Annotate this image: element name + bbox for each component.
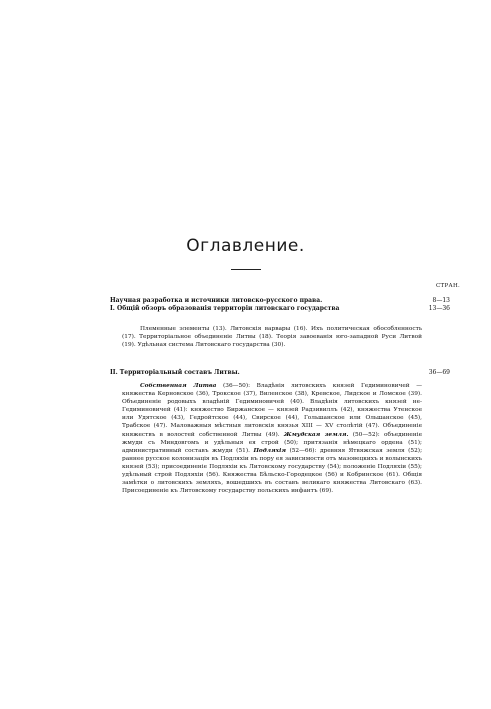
- subparagraph-text: (52—66): древняя Ятвяжская земля (52); раннее русское колонизація въ Подляхіи въ пору ея зависимости отъ мазовецкихъ и волынскихъ князей (53); присоединеніе Подляхіи къ Литовскому государству (54); положеніе Подляхіи (55); удѣльный строй Подляхіи (56). Княжества Бѣльско-Городецкое (56) и Кобринское (61). Общія замѣтки о литовскихъ земляхъ, вошедшихъ въ составъ великаго княжества Литовскаго (63). Присоединеніе къ Литовскому государству польскихъ инфантъ (69).: [122, 447, 423, 495]
- page-column-label: СТРАН.: [436, 283, 461, 289]
- toc-entry-pages: 13—36: [428, 305, 450, 312]
- toc-subparagraph: [122, 382, 422, 495]
- subparagraph-lead: Жмудская земля.: [283, 431, 349, 438]
- subparagraph-text: Племенные элементы (13). Литовскія варвары (16). Ихъ политическая обособленность (17). Территоріальное объединеніе Литвы (18). Теорія завоеванія юго-западной Руси Литвой (19). Удѣльная система Литовскаго государства (30).: [122, 326, 422, 349]
- subparagraph-lead: Подляхія: [253, 447, 286, 454]
- page-title: Оглавление.: [186, 236, 305, 256]
- toc-entry-pages: 8—13: [432, 297, 450, 304]
- subparagraph-lead: Собственная Литва: [140, 383, 217, 389]
- toc-entry-text: I. Общій обзоръ образованія территоріи литовскаго государства: [110, 305, 340, 312]
- subparagraph-text: (36—50): Владѣнія литовскихъ князей Гедиминовичей — княжества Керновское (36), Трокское (37), Виленское (38), Кревское, Лидское и Ломское (39). Объединеніе родовыхъ владѣній Гедиминовичей (40). Владѣнія литовскихъ князей не-Гедиминовичей (41): княжество Биржанское — князей Радзивиллъ (42), княжества Утенское или Удятское (43), Гедройтское (44), Свирское (44), Гольшанское или Ольшанское (45), Трабское (47). Маловажныя мѣстныя литовскія князья XIII — XV столѣтій (47). Объединеніе княжествъ в волостей собственной Литвы (49).: [122, 383, 423, 438]
- toc-entry-text: II. Территоріальный составъ Литвы.: [110, 369, 240, 376]
- title-divider: [231, 269, 261, 270]
- toc-entry-text: Научная разработка и источники литовско-русского права.: [110, 297, 323, 304]
- toc-entry-pages: 36—69: [428, 369, 450, 376]
- toc-entry: [110, 369, 450, 377]
- toc-entry: [110, 297, 450, 305]
- subparagraph-text: (50—52): объединеніе жмуди съ Миндовгомъ и удѣльныя ея строй (50); притязанія нѣмецкаго ордена (51); административный составъ жмуди (51).: [122, 431, 422, 454]
- toc-entry: [110, 305, 450, 313]
- toc-subparagraph: [122, 325, 422, 349]
